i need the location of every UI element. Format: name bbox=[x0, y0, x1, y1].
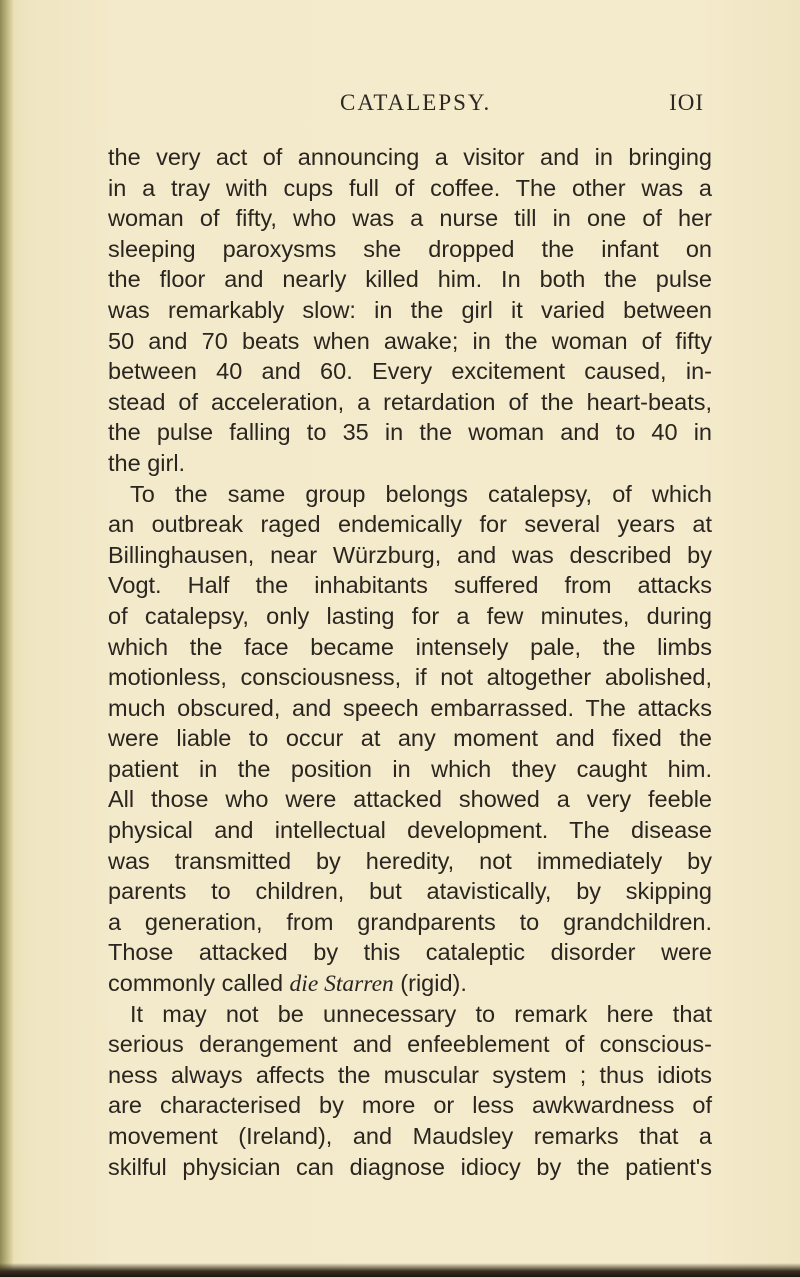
text-line: are characterised by more or less awkwardness of bbox=[108, 1092, 712, 1119]
text-line: serious derangement and enfeeblement of conscious- bbox=[108, 1031, 712, 1058]
text-line: physical and intellectual development. The disease bbox=[108, 817, 712, 844]
text-line: a generation, from grandparents to grandchildren. bbox=[108, 908, 712, 935]
text-line: patient in the position in which they caught him. bbox=[108, 755, 712, 782]
text-line: the floor and nearly killed him. In both the pulse bbox=[108, 266, 712, 293]
text-line: much obscured, and speech embarrassed. The attacks bbox=[108, 694, 712, 721]
page-gutter-shadow bbox=[0, 0, 14, 1277]
text-line: was transmitted by heredity, not immediately by bbox=[108, 847, 712, 874]
text-line: All those who were attacked showed a very feeble bbox=[108, 786, 712, 813]
text-line: 50 and 70 beats when awake; in the woman of fifty bbox=[108, 327, 712, 354]
text-line: stead of acceleration, a retardation of the heart-beats, bbox=[108, 388, 712, 415]
text-line: Vogt. Half the inhabitants suffered from attacks bbox=[108, 572, 712, 599]
page-number: IOI bbox=[669, 90, 704, 115]
text-line: were liable to occur at any moment and fixed the bbox=[108, 725, 712, 752]
text-line: in a tray with cups full of coffee. The other was a bbox=[108, 174, 712, 201]
body-text bbox=[108, 142, 712, 1182]
page-bottom-edge bbox=[0, 1263, 800, 1277]
running-head bbox=[108, 90, 708, 130]
text-line: parents to children, but atavistically, by skipping bbox=[108, 878, 712, 905]
text-line: of catalepsy, only lasting for a few minutes, during bbox=[108, 602, 712, 629]
text-line: Billinghausen, near Würzburg, and was described by bbox=[108, 541, 712, 568]
running-title: CATALEPSY. bbox=[340, 90, 492, 115]
text-line: between 40 and 60. Every excitement caused, in- bbox=[108, 358, 712, 385]
text-line: the pulse falling to 35 in the woman and to 40 in bbox=[108, 419, 712, 446]
paragraph-first-line: To the same group belongs catalepsy, of which bbox=[130, 480, 712, 507]
text-line: woman of fifty, who was a nurse till in one of her bbox=[108, 205, 712, 232]
text-line: which the face became intensely pale, the limbs bbox=[108, 633, 712, 660]
text-line: the girl. bbox=[108, 449, 186, 476]
text-line: ness always affects the muscular system ; thus idiots bbox=[108, 1061, 712, 1088]
text-line: motionless, consciousness, if not altogether abolished, bbox=[108, 664, 712, 691]
text-line: Those attacked by this cataleptic disorder were bbox=[108, 939, 712, 966]
text-line: an outbreak raged endemically for several years at bbox=[108, 511, 712, 538]
text-run: (rigid). bbox=[393, 970, 467, 997]
text-line: skilful physician can diagnose idiocy by the patient's bbox=[108, 1153, 712, 1180]
text-line: the very act of announcing a visitor and in bringing bbox=[108, 144, 712, 170]
text-run: commonly called bbox=[108, 970, 290, 997]
italic-term: die Starren bbox=[289, 971, 394, 998]
text-line: movement (Ireland), and Maudsley remarks that a bbox=[108, 1123, 712, 1149]
text-line-with-italic bbox=[108, 968, 712, 999]
text-line: was remarkably slow: in the girl it varied between bbox=[108, 296, 712, 323]
paragraph-first-line: It may not be unnecessary to remark here that bbox=[130, 1000, 712, 1027]
text-line: sleeping paroxysms she dropped the infant on bbox=[108, 235, 712, 262]
